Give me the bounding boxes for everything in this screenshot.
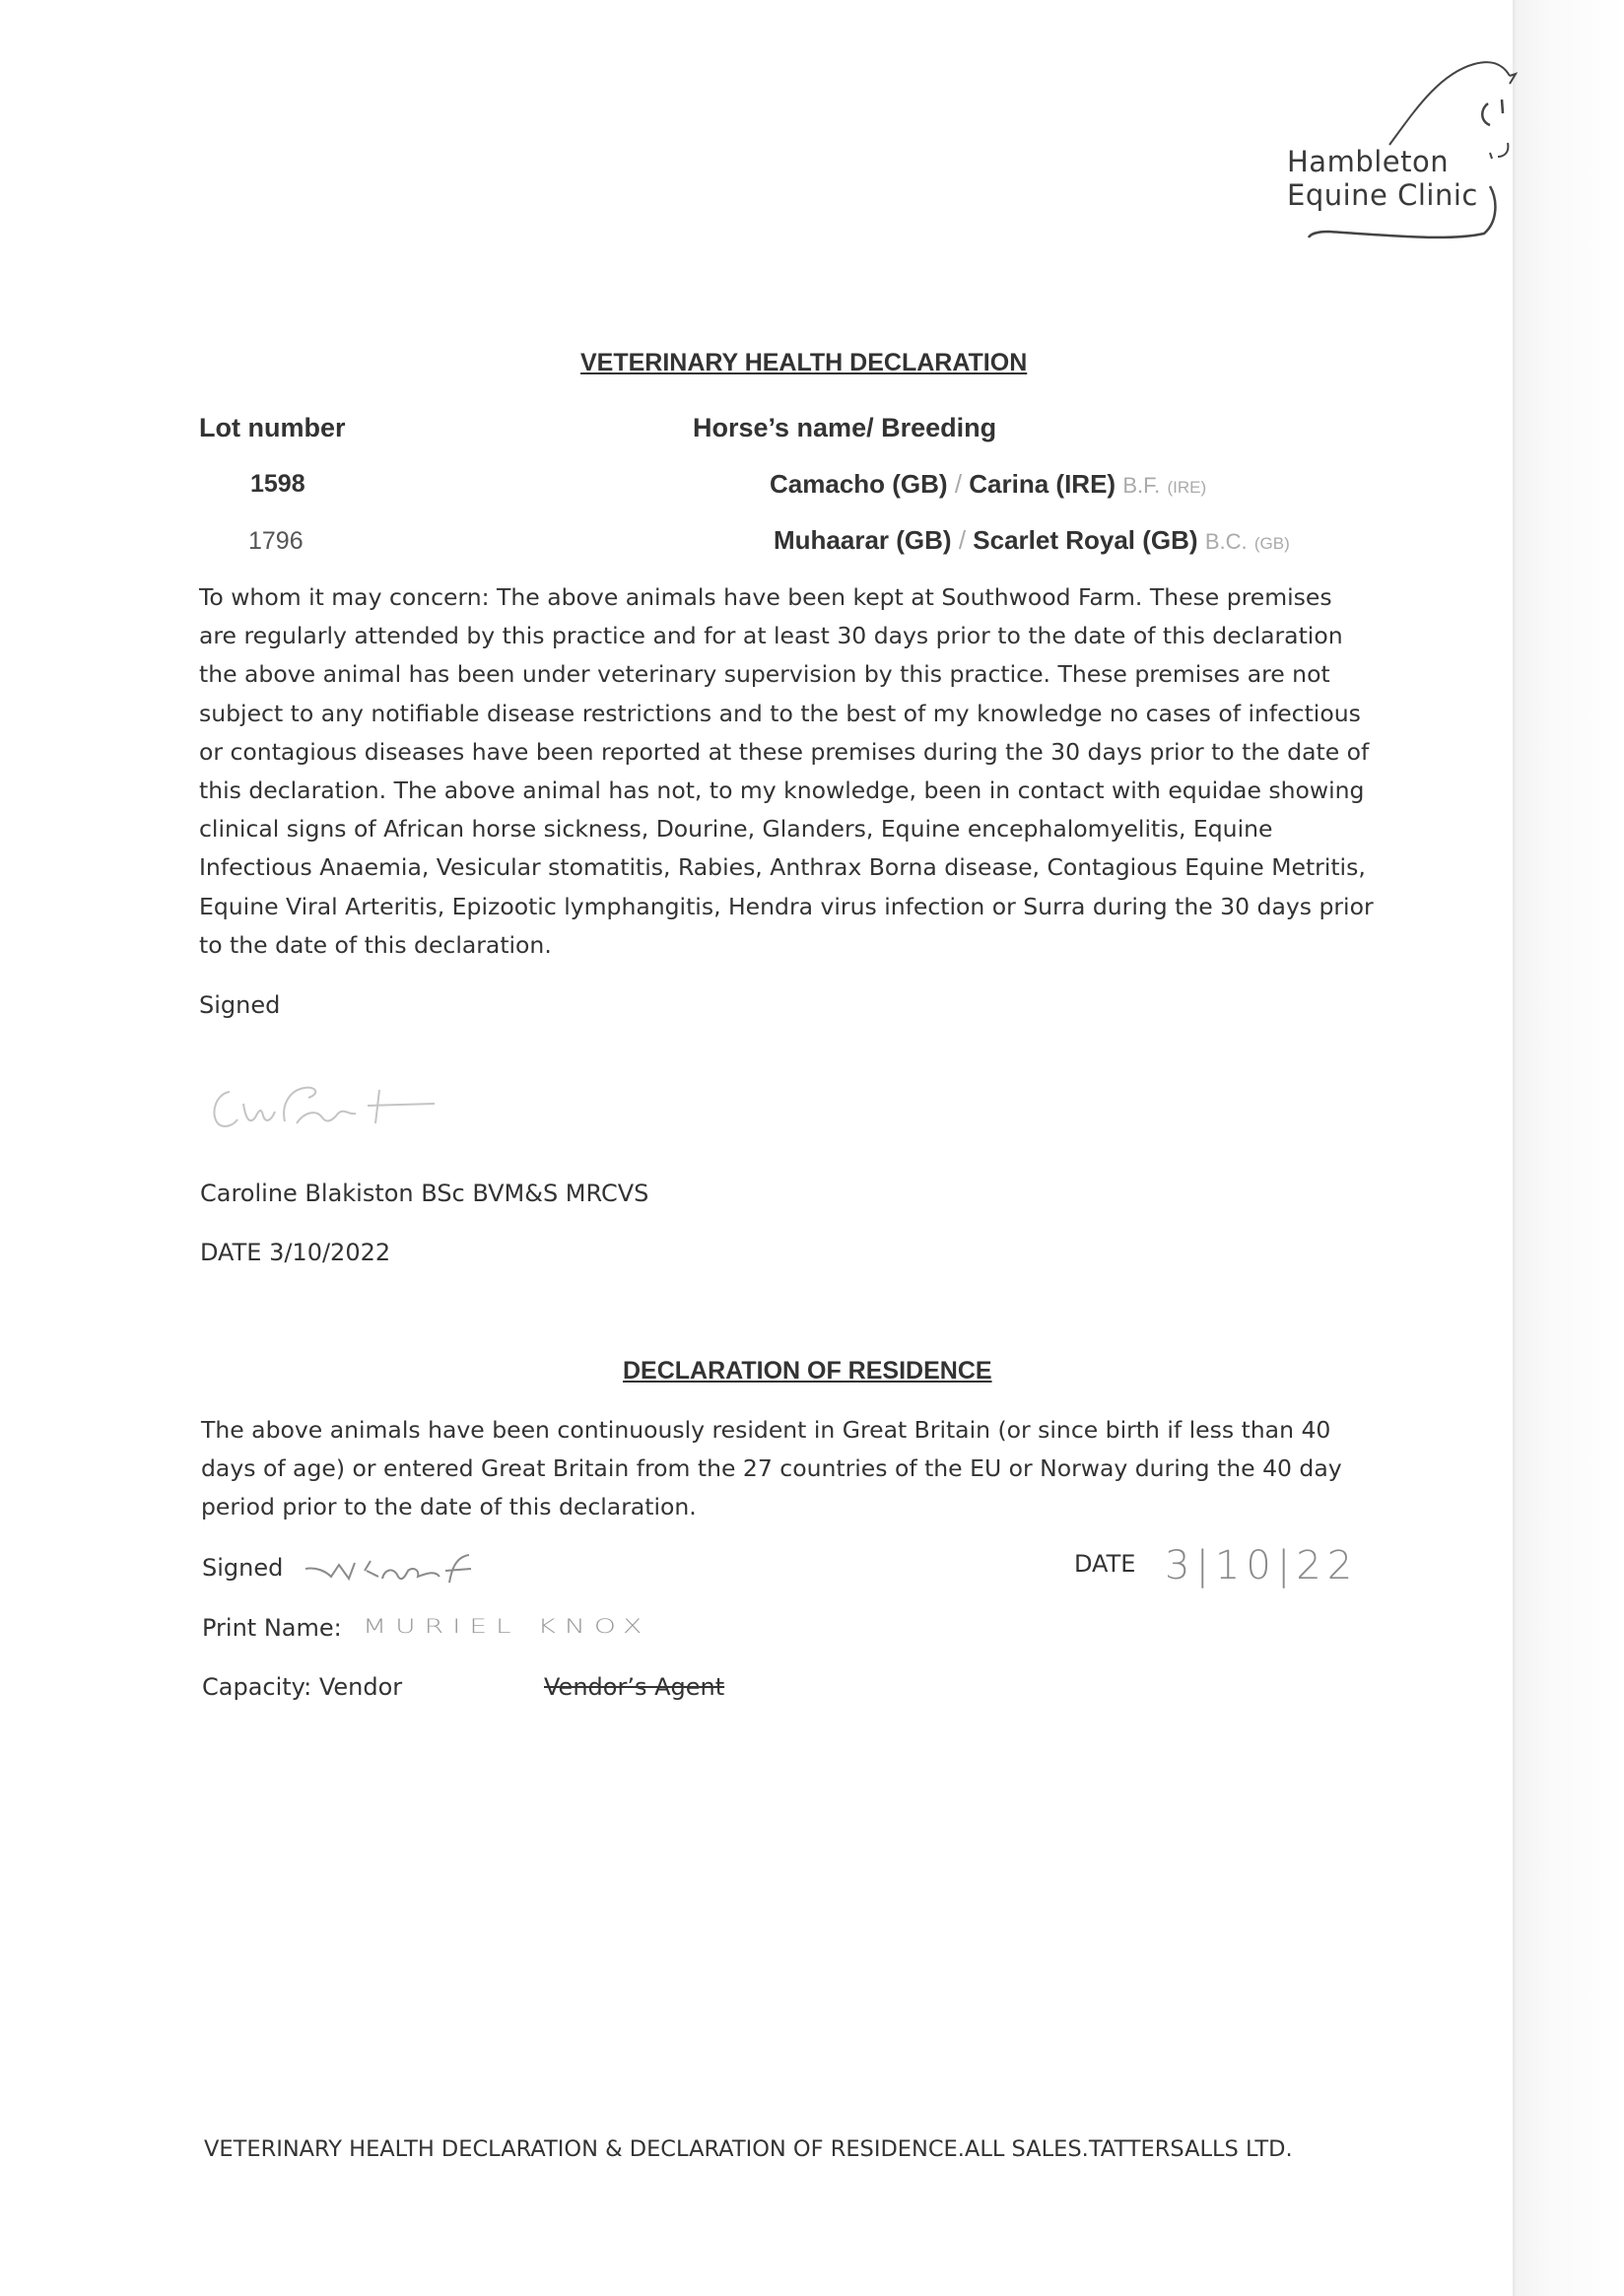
capacity-vendors-agent-struck: Vendor’s Agent [544, 1673, 725, 1701]
horse-origin: (IRE) [1167, 478, 1207, 497]
paragraph-line: The above animals have been continuously resident in Great Britain (or since birth if less than 40 [201, 1416, 1331, 1444]
lot-number: 1796 [248, 527, 304, 555]
horse-name-header: Horse’s name/ Breeding [693, 413, 997, 442]
logo-text-equine-clinic: Equine Clinic [1287, 178, 1478, 212]
logo-text-hambleton: Hambleton [1287, 145, 1450, 178]
lot-number-header: Lot number [199, 413, 346, 442]
horse-dam: Scarlet Royal (GB) [973, 525, 1198, 555]
health-declaration-text [199, 578, 1441, 965]
paragraph-line: to the date of this declaration. [199, 930, 552, 959]
vendor-handwritten-name: MURIEL KNOX [363, 1614, 651, 1639]
vet-signature [202, 1064, 458, 1153]
paragraph-line: period prior to the date of this declaration. [201, 1493, 697, 1521]
breeding-separator: / [958, 525, 967, 555]
paragraph-line: Equine Viral Arteritis, Epizootic lymphangitis, Hendra virus infection or Surra during the 30 days prior [199, 892, 1374, 920]
horse-origin: (GB) [1253, 534, 1290, 553]
residence-declaration-title: DECLARATION OF RESIDENCE [623, 1357, 992, 1384]
paragraph-line: subject to any notifiable disease restrictions and to the best of my knowledge no cases of infectious [199, 699, 1361, 727]
residence-declaration-text [201, 1411, 1423, 1527]
health-declaration-title: VETERINARY HEALTH DECLARATION [580, 349, 1028, 376]
horse-dam: Carina (IRE) [969, 469, 1116, 499]
horse-sire: Camacho (GB) [770, 469, 948, 499]
page-footer: VETERINARY HEALTH DECLARATION & DECLARATION OF RESIDENCE.ALL SALES.TATTERSALLS LTD. [204, 2136, 1293, 2162]
paragraph-line: or contagious diseases have been reported at these premises during the 30 days prior to the date of [199, 737, 1370, 766]
paragraph-line: clinical signs of African horse sickness, Dourine, Glanders, Equine encephalomyelitis, Equine [199, 815, 1273, 844]
horse-sex: B.F. [1122, 473, 1161, 498]
horse-breeding [774, 525, 1290, 556]
vet-declaration-date: DATE 3/10/2022 [200, 1239, 391, 1266]
clinic-logo [1252, 54, 1518, 251]
capacity-vendor: Capacity: Vendor [202, 1673, 403, 1701]
paragraph-line: the above animal has been under veterinary supervision by this practice. These premises are not [199, 660, 1330, 689]
paragraph-line: Infectious Anaemia, Vesicular stomatitis, Rabies, Anthrax Borna disease, Contagious Equine Metritis, [199, 853, 1366, 882]
vendor-signed-label: Signed [202, 1554, 284, 1582]
vet-signer-name: Caroline Blakiston BSc BVM&S MRCVS [200, 1180, 649, 1207]
vendor-handwritten-date: 3|10|22 [1165, 1543, 1359, 1588]
paragraph-line: this declaration. The above animal has not, to my knowledge, been in contact with equidae showing [199, 777, 1365, 805]
vendor-date-label: DATE [1074, 1550, 1136, 1578]
lot-number: 1598 [250, 470, 305, 498]
breeding-separator: / [954, 469, 963, 499]
horse-breeding [770, 469, 1206, 500]
page-edge-shadow [1513, 0, 1624, 2296]
paragraph-line: To whom it may concern: The above animals have been kept at Southwood Farm. These premises [199, 583, 1332, 611]
horse-sex: B.C. [1204, 529, 1248, 554]
paragraph-line: are regularly attended by this practice and for at least 30 days prior to the date of this declaration [199, 622, 1343, 650]
horse-sire: Muhaarar (GB) [774, 525, 952, 555]
print-name-label: Print Name: [202, 1614, 342, 1642]
vendor-signature [296, 1547, 552, 1596]
paragraph-line: days of age) or entered Great Britain from the 27 countries of the EU or Norway during the 40 day [201, 1454, 1342, 1483]
vet-signed-label: Signed [199, 991, 281, 1019]
